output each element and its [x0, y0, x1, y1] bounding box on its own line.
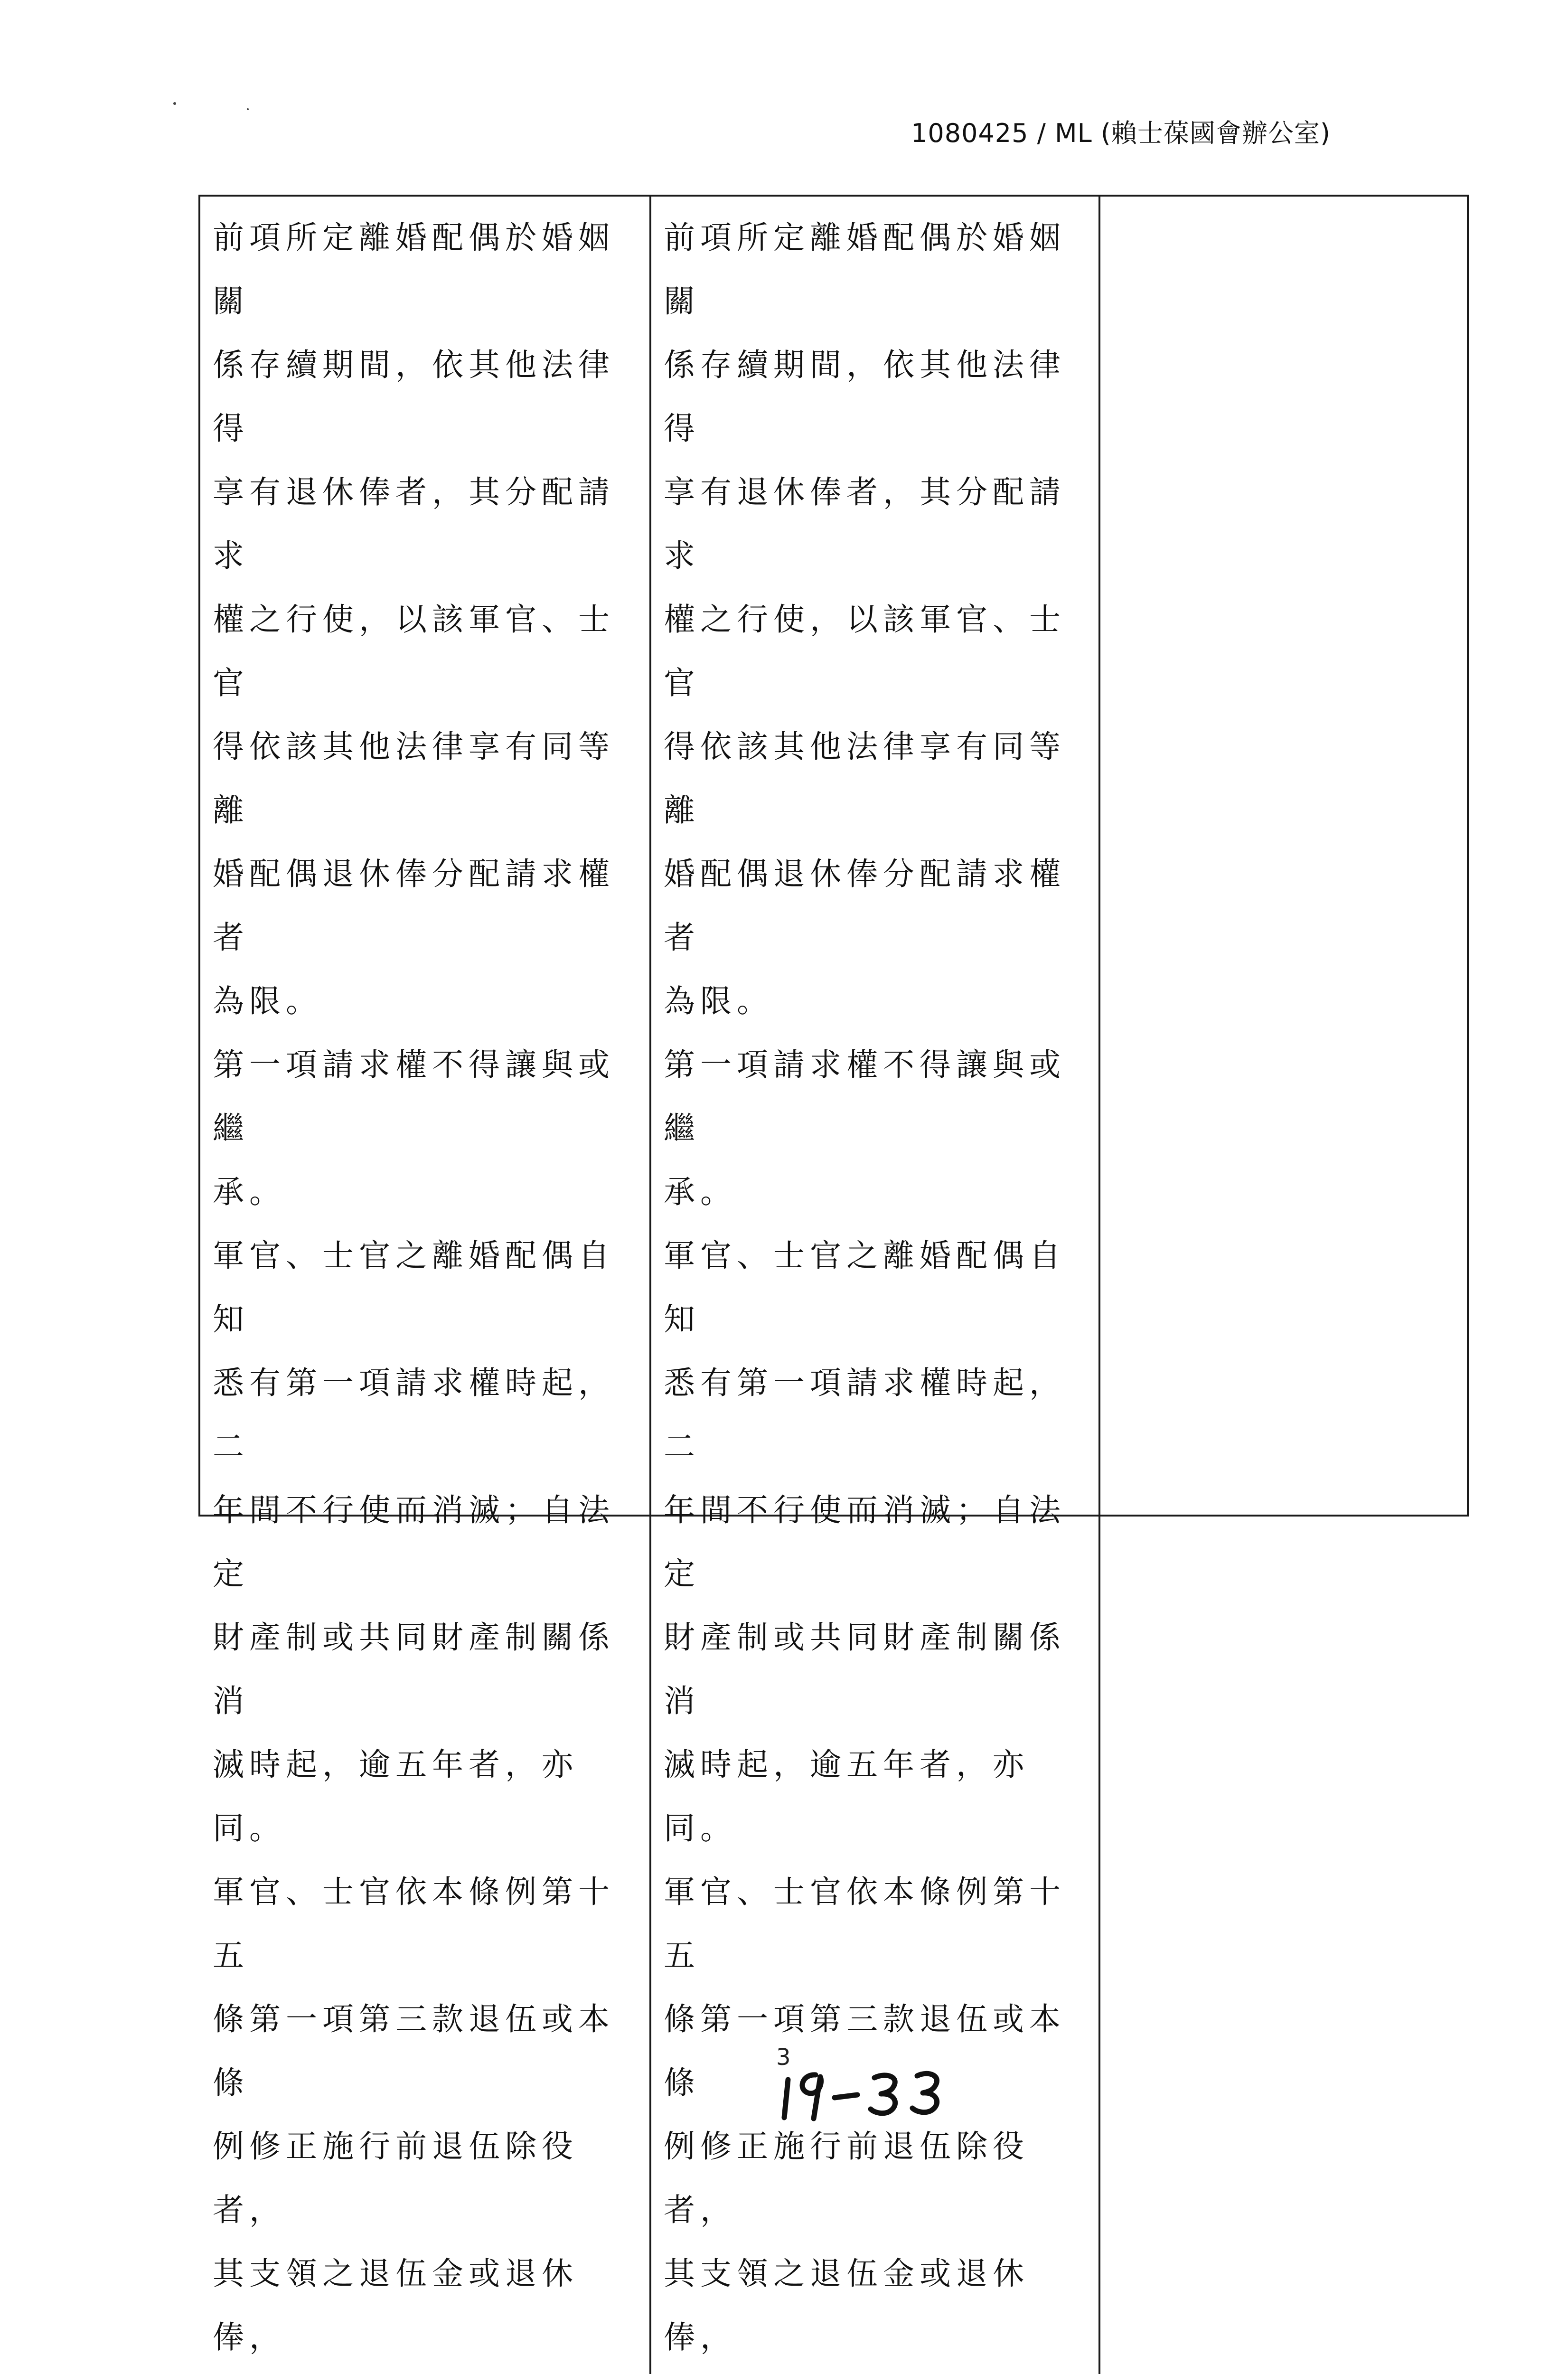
provision-line: 其支領之退伍金或退休俸， — [213, 2255, 578, 2355]
table-column-explanation — [1099, 197, 1467, 2374]
page-number: 3 — [776, 2044, 791, 2071]
provision-line: 財產制或共同財產制關係消 — [213, 1619, 615, 1719]
provision-line: 悉有第一項請求權時起，二 — [213, 1365, 615, 1465]
provision-line: 其支領之退伍金或退休俸， — [664, 2255, 1029, 2355]
provision-line: 權之行使，以該軍官、士官 — [213, 601, 615, 701]
provision-line: 前項所定離婚配偶於婚姻關 — [213, 219, 615, 320]
provision-line: 第一項請求權不得讓與或繼 — [664, 1046, 1066, 1147]
provision-line: 年間不行使而消滅；自法定 — [213, 1492, 615, 1592]
scan-speck — [247, 108, 249, 110]
provision-line: 條第一項第三款退伍或本條 — [213, 2001, 615, 2101]
provision-line: 享有退休俸者，其分配請求 — [213, 474, 615, 574]
provision-line: 年間不行使而消滅；自法定 — [664, 1492, 1066, 1592]
provision-line: 享有退休俸者，其分配請求 — [664, 474, 1066, 574]
provision-line: 婚配偶退休俸分配請求權者 — [213, 856, 615, 956]
provision-paragraph — [213, 206, 637, 1033]
provision-line: 滅時起，逾五年者，亦同。 — [664, 1746, 1029, 1846]
provision-line: 軍官、士官之離婚配偶自知 — [213, 1237, 615, 1338]
provision-line: 婚配偶退休俸分配請求權者 — [664, 856, 1066, 956]
provision-line: 為限。 — [664, 983, 773, 1019]
provision-line: 例修正施行前退伍除役者， — [213, 2128, 578, 2228]
table-column-proposed — [200, 197, 649, 2374]
provision-line: 第一項請求權不得讓與或繼 — [213, 1046, 615, 1147]
provision-line: 例修正施行前退伍除役者， — [664, 2128, 1029, 2228]
provision-line: 承。 — [664, 1174, 737, 1210]
provision-line: 悉有第一項請求權時起，二 — [664, 1365, 1066, 1465]
handwritten-page-mark — [774, 2056, 983, 2122]
provision-line: 條第一項第三款退伍或本條 — [664, 2001, 1066, 2101]
provision-line — [664, 2369, 1086, 2374]
provision-paragraph — [213, 1860, 637, 2374]
provision-paragraph — [664, 1224, 1086, 1860]
provision-paragraph — [213, 1033, 637, 1224]
scan-speck — [173, 102, 176, 105]
document-reference-header: 1080425 / ML (賴士葆國會辦公室) — [911, 118, 1331, 148]
provision-line: 係存續期間，依其他法律得 — [664, 347, 1066, 447]
provision-line: 承。 — [213, 1174, 286, 1210]
comparison-table — [198, 195, 1469, 2355]
provision-line: 得依該其他法律享有同等離 — [664, 728, 1066, 829]
provision-line: 權之行使，以該軍官、士官 — [664, 601, 1066, 701]
provision-paragraph — [213, 1224, 637, 1860]
provision-line: 財產制或共同財產制關係消 — [664, 1619, 1066, 1719]
provision-line: 係存續期間，依其他法律得 — [213, 347, 615, 447]
provision-line: 得依該其他法律享有同等離 — [213, 728, 615, 829]
provision-line: 軍官、士官之離婚配偶自知 — [664, 1237, 1066, 1338]
provision-line — [213, 2369, 637, 2374]
provision-line: 為限。 — [213, 983, 322, 1019]
provision-line: 前項所定離婚配偶於婚姻關 — [664, 219, 1066, 320]
provision-line: 軍官、士官依本條例第十五 — [664, 1874, 1066, 1974]
table-column-current — [649, 197, 1099, 2374]
provision-line: 軍官、士官依本條例第十五 — [213, 1874, 615, 1974]
provision-line: 滅時起，逾五年者，亦同。 — [213, 1746, 578, 1846]
provision-paragraph — [664, 206, 1086, 1033]
provision-paragraph — [664, 1033, 1086, 1224]
